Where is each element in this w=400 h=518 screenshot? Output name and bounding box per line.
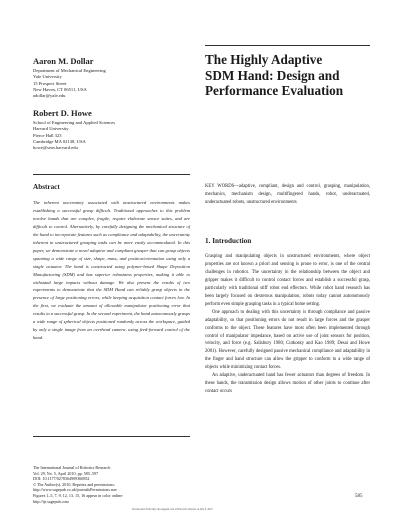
footnote-line: Vol. 29, No. 5, April 2010, pp. 585–597 (33, 470, 99, 476)
footnote-line: Figures 1–5, 7, 9, 12, 13, 15, 16 appear in color online: (33, 492, 124, 498)
journal-footnote (33, 465, 123, 504)
abstract-top-rule (33, 174, 190, 175)
footnote-link[interactable]: http://www.sagepub.co.uk/journalsPermissions.nav (33, 487, 117, 493)
keywords-block (205, 183, 370, 207)
author-name-2: Robert D. Howe (33, 108, 92, 118)
page-number: 585 (355, 494, 363, 499)
footnote-link[interactable]: http://ijr.sagepub.com (33, 498, 69, 504)
affiliation-line: 15 Prospect Street (33, 80, 67, 86)
author-name-1: Aaron M. Dollar (33, 56, 94, 66)
affiliation-line: New Haven, CT 06511, USA (33, 86, 87, 92)
title-top-rule (205, 45, 370, 46)
title-line: Performance Evaluation (205, 83, 344, 99)
author-email[interactable]: adollar@yale.edu (33, 93, 66, 99)
introduction-paragraph: Grasping and manipulating objects in unstructured environments, where object properties are not known a priori and sensing is prone to error, is one of the central challenges in robotics. The uncertainty in the relationship between the object and gripper makes it difficult to control contact forces and establish a successful grasp, particularly with traditional stiff robot end effectors. While robot hand research has been largely focused on dexterous manipulation, robots today cannot autonomously perform even simple grasping tasks in a typical home setting. (205, 254, 370, 307)
introduction-text (205, 253, 370, 396)
affiliation-line: Harvard University (33, 126, 69, 132)
footnote-line: The International Journal of Robotics Research (33, 465, 111, 470)
affiliation-line: School of Engineering and Applied Sciences (33, 120, 116, 125)
author-email[interactable]: howe@seas.harvard.edu (33, 145, 78, 151)
footnote-line: © The Author(s), 2010. Reprints and permissions: (33, 481, 115, 487)
title-line: SDM Hand: Design and (205, 67, 340, 83)
keywords-text: KEY WORDS—adaptive, compliant, design and control, grasping, manipulation, mechanics, mechanism design, multifingered hands, robot, underactuated, underactuated robots, unstructured environments (205, 184, 370, 205)
introduction-paragraph: An adaptive, underactuated hand has fewer actuators than degrees of freedom. In these hands, the transmission design allows motion of other joints to continue after contact occurs (205, 373, 370, 395)
paper-title (205, 52, 375, 99)
author-affiliation-2 (33, 120, 115, 151)
download-note: Downloaded from http://ijr.sagepub.com at Harvard Libraries on July 8, 2010 (132, 508, 213, 511)
abstract-heading: Abstract (33, 183, 60, 191)
footnote-line: DOI: 10.1177/0278364909360852 (33, 476, 90, 482)
affiliation-line: Yale University (33, 74, 62, 80)
abstract-paragraph: The inherent uncertainty associated with unstructured environments makes establishing a successful grasp difficult. Traditional approaches to this problem involve hands that are complex, fragile, require elaborate sensor suites, and are difficult to control. Alternatively, by carefully designing the mechanical structure of the hand to incorporate features such as compliance and adaptability, the uncertainty inherent in unstructured grasping tasks can be more easily accommodated. In this paper, we demonstrate a novel adaptive and compliant grasper that can grasp objects spanning a wide range of size, shape, mass, and position/orientation using only a single actuator. The hand is constructed using polymer-based Shape Deposition Manufacturing (SDM) and has superior robustness properties, making it able to withstand large impacts without damage. We also present the results of two experiments to demonstrate that the SDM Hand can reliably grasp objects in the presence of large positioning errors, while keeping acquisition contact forces low. In the first, we evaluate the amount of allowable manipulator positioning error that results in a successful grasp. In the second experiment, the hand autonomously grasps a wide range of spherical objects positioned randomly across the workspace, guided by only a single image from an overhead camera, using feed-forward control of the hand. (33, 200, 190, 341)
affiliation-line: Pierce Hall 323 (33, 132, 62, 138)
author-affiliation-1 (33, 68, 106, 99)
title-line: The Highly Adaptive (205, 52, 323, 67)
affiliation-line: Cambridge MA 02138, USA (33, 138, 86, 144)
introduction-paragraph: One approach to dealing with this uncertainty is through compliance and passive adaptability, so that positioning errors do not result in large forces and the grasper conforms to the object. These features have most often been implemented through control of manipulator impedance, based on active use of joint sensors for position, velocity, and force (e.g. Salisbury 1980; Cutkosky and Kao 1989; Desai and Howe 2001). However, carefully designed passive mechanical compliance and adaptability in the finger and hand structure can allow the gripper to conform to a wide range of objects while minimizing contact forces. (205, 309, 370, 371)
abstract-text (33, 199, 190, 342)
introduction-heading: 1. Introduction (205, 237, 252, 245)
abstract-bottom-rule (33, 436, 190, 437)
affiliation-line: Department of Mechanical Engineering (33, 68, 106, 73)
